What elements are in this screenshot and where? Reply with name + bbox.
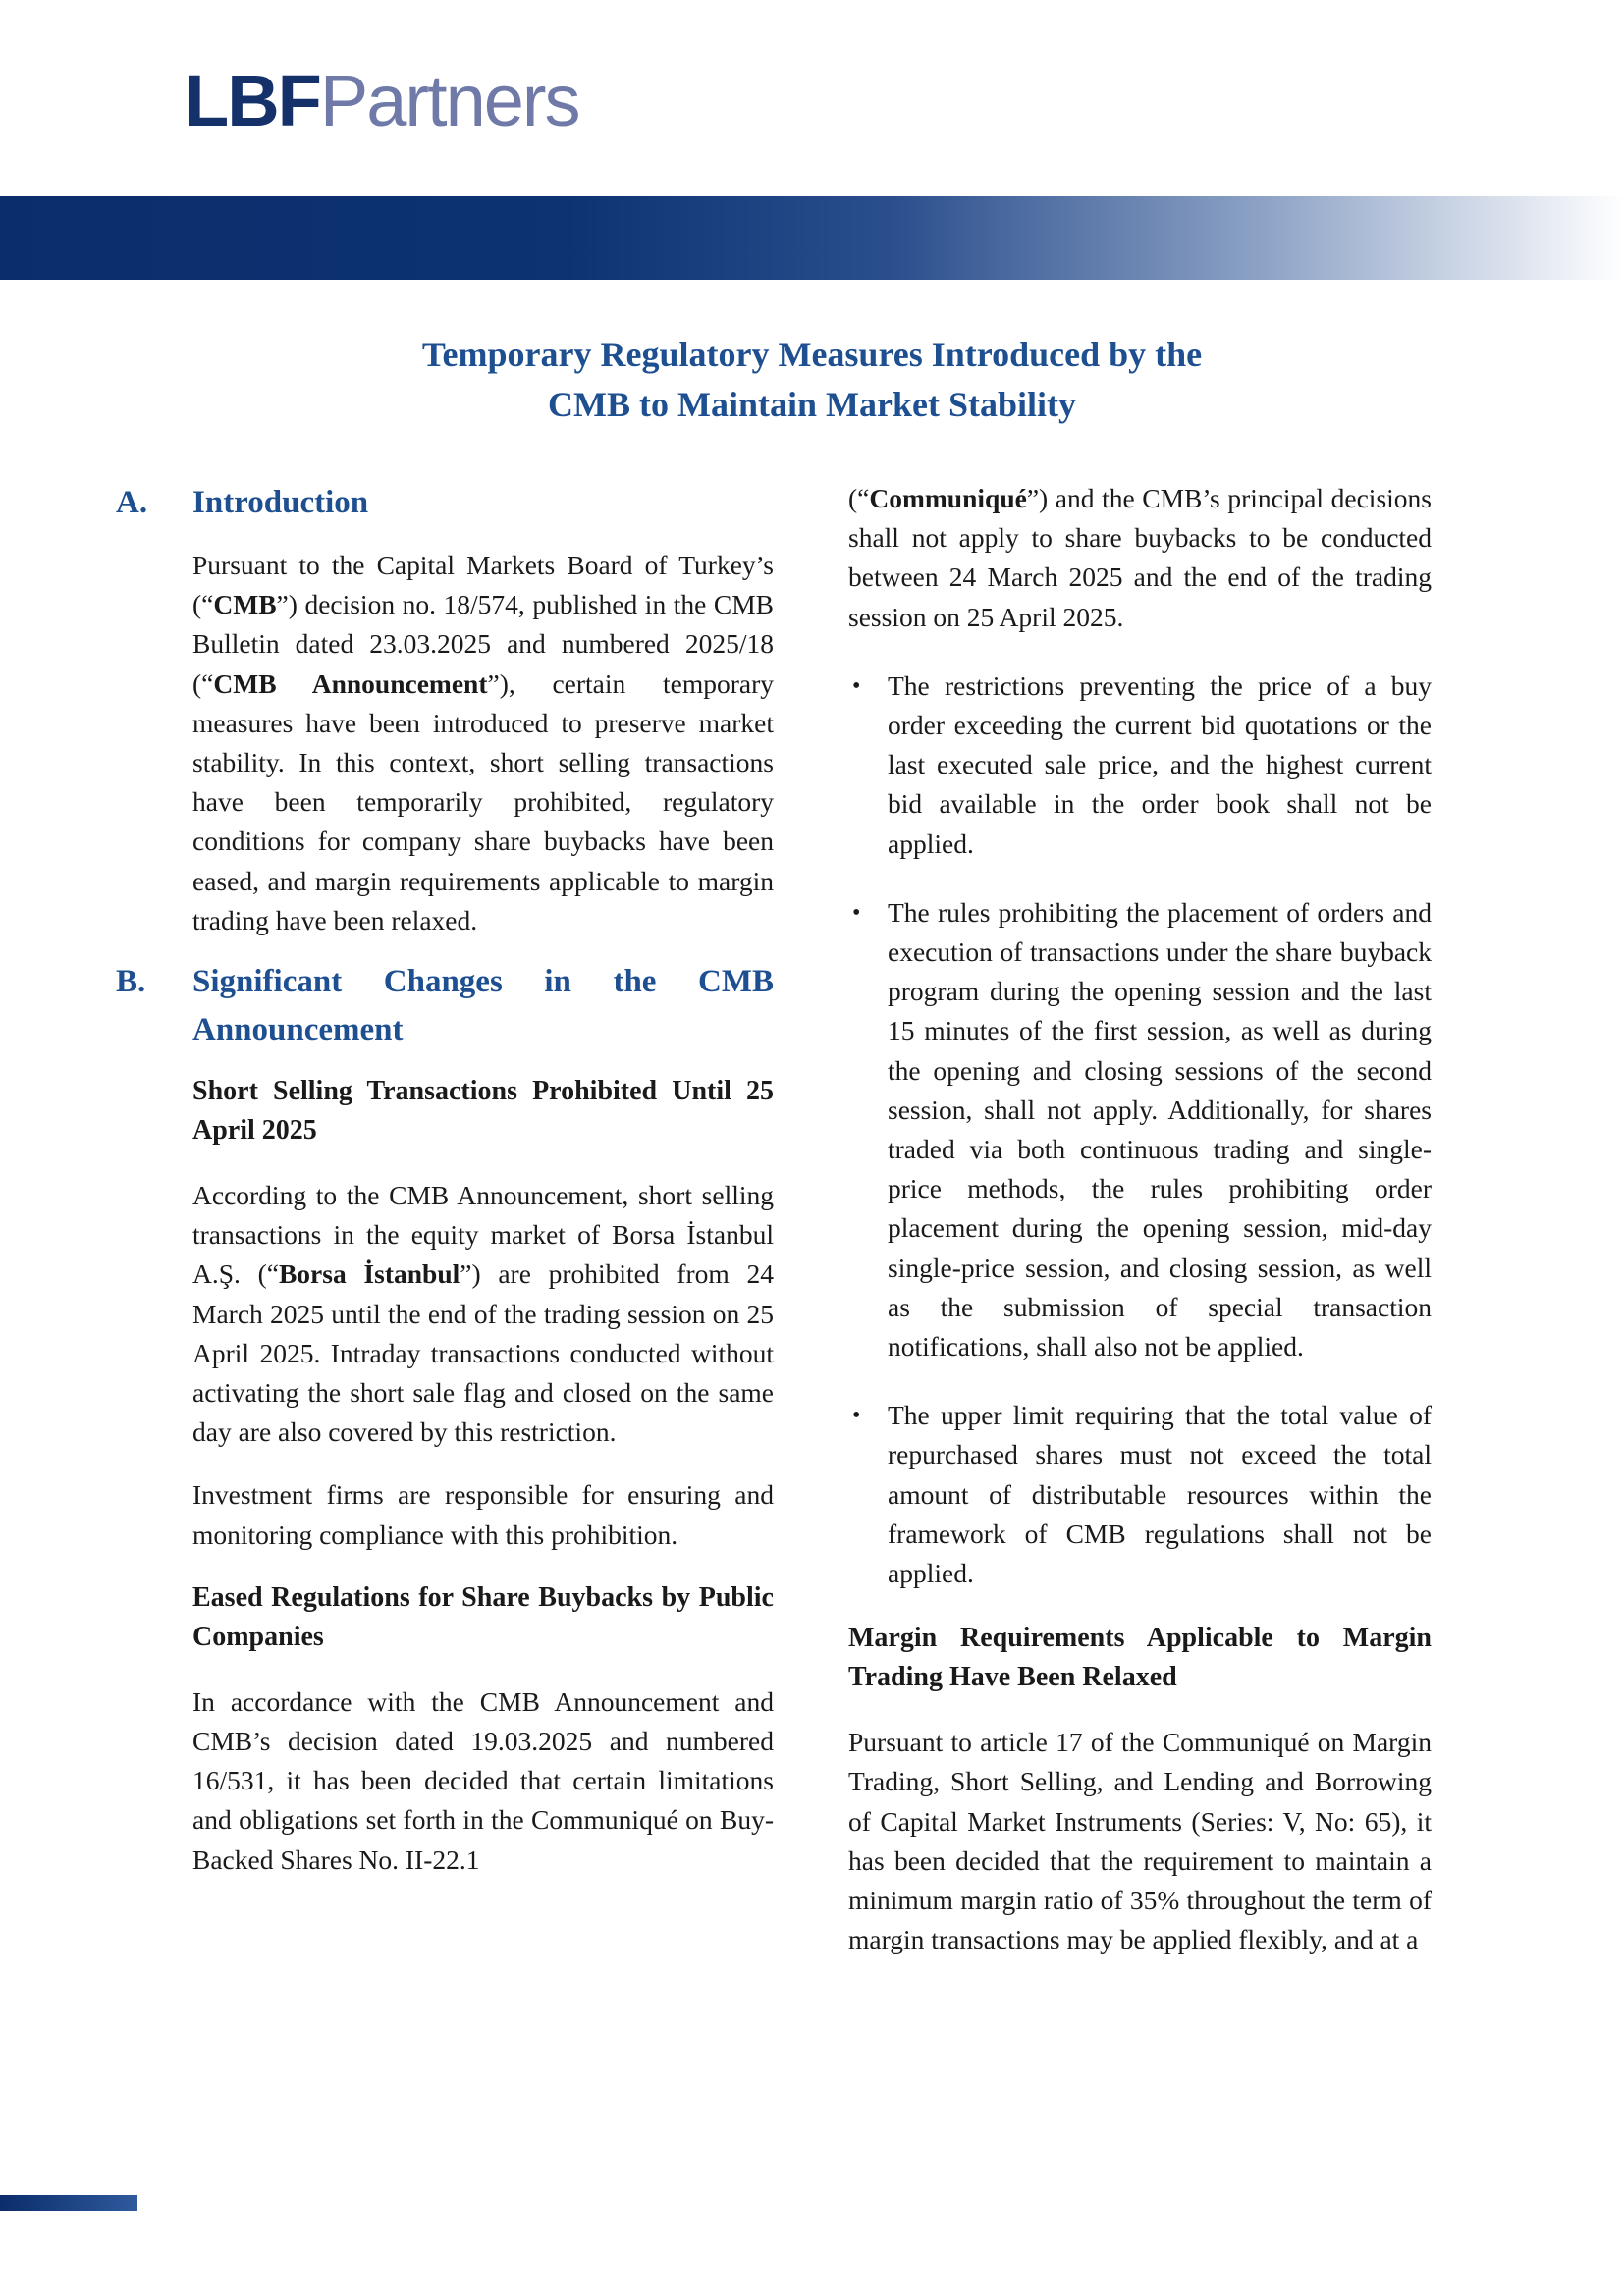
cont-text-1: (“: [848, 483, 870, 513]
subheading-share-buybacks: Eased Regulations for Share Buybacks by Public Companies: [192, 1581, 774, 1652]
list-item-text: The upper limit requiring that the total value of repurchased shares must not exceed the total amount of distributable resources within the framework of CMB regulations shall not be applied.: [888, 1400, 1432, 1589]
intro-bold-cmb: CMB: [213, 589, 277, 620]
bullet-icon: •: [852, 1403, 861, 1429]
cont-text-2: ”) and the CMB’s principal decisions shall not apply to share buybacks to be conducted between 24 March 2025 and the end of the trading session on 25 April 2025.: [848, 483, 1432, 632]
title-line-1: Temporary Regulatory Measures Introduced by the: [421, 335, 1203, 374]
bullet-icon: •: [852, 672, 861, 699]
list-item-text: The restrictions preventing the price of a buy order exceeding the current bid quotations or the last executed sale price, and the highest current bid available in the order book shall not be applied.: [888, 669, 1432, 859]
document-title: [324, 330, 1300, 430]
intro-bold-announcement: CMB Announcement: [213, 667, 488, 699]
short-text-1: According to the CMB Announcement, short selling transactions in the equity market of Borsa İstanbul A.Ş. (“: [192, 1180, 774, 1290]
list-item-text: The rules prohibiting the placement of orders and execution of transactions under the share buyback program during the opening session and the last 15 minutes of the first session, as well as during the opening and closing sessions of the second session, shall not apply. Additionally, for shares traded via both continuous trading and single-price methods, the rules prohibiting order placement during the opening session, mid-day single-price session, and closing session, as well as the submission of special transaction notifications, shall also not be applied.: [888, 896, 1432, 1362]
header-banner: [0, 196, 1624, 280]
right-column: [848, 471, 1432, 1960]
short-selling-paragraph: [192, 1176, 774, 1452]
margin-paragraph: Pursuant to article 17 of the Communiqué on Margin Trading, Short Selling, and Lending and Borrowing of Capital Market Instruments (Series: V, No: 65), it has been decided that the requirement to maintain a minimum margin ratio of 35% throughout the term of margin transactions may be applied flexibly, and at a: [848, 1727, 1432, 1955]
section-b-heading: [116, 958, 774, 1054]
list-item: [848, 1396, 1432, 1593]
subheading-margin-requirements: Margin Requirements Applicable to Margin Trading Have Been Relaxed: [848, 1623, 1432, 1693]
section-a-body: [192, 546, 774, 940]
logo-bold-text: LBF: [185, 60, 320, 141]
section-a-title: Introduction: [192, 485, 369, 520]
intro-text-2: ”) decision no. 18/574, published in the CMB Bulletin dated 23.03.2025 and numbered 2025/18 (“: [192, 589, 774, 699]
buyback-continued-paragraph: [848, 479, 1432, 637]
short-text-2: ”) are prohibited from 24 March 2025 until the end of the trading session on 25 April 2025. Intraday transactions conducted without activating the short sale flag and closed on the same day are also covered by this restriction.: [192, 1258, 774, 1448]
list-item: [848, 893, 1432, 1366]
intro-text-1: Pursuant to the Capital Markets Board of Turkey’s (“: [192, 550, 774, 620]
left-column: [116, 471, 774, 1880]
intro-paragraph: [192, 546, 774, 940]
title-line-2: CMB to Maintain Market Stability: [548, 385, 1076, 424]
buyback-exemptions-list: [848, 667, 1432, 1593]
short-bold-borsa: Borsa İstanbul: [278, 1258, 460, 1290]
buyback-paragraph: In accordance with the CMB Announcement and CMB’s decision dated 19.03.2025 and numbered 16/531, it has been decided that certain limitations and obligations set forth in the Communiqué on Buy-Backed Shares No. II-22.1: [192, 1685, 774, 1875]
section-a-letter: A.: [116, 485, 148, 520]
section-b-body: [192, 1072, 774, 1880]
footer-accent-bar: [0, 2195, 137, 2211]
investment-firms-paragraph: Investment firms are responsible for ensuring and monitoring compliance with this prohibition.: [192, 1479, 774, 1550]
list-item: [848, 667, 1432, 864]
bullet-icon: •: [852, 899, 861, 926]
company-logo: [185, 60, 579, 141]
section-a-heading: [116, 479, 774, 527]
cont-bold-communique: Communiqué: [869, 483, 1027, 513]
section-b-title: Significant Changes in the CMB Announcement: [192, 964, 774, 1048]
section-b-letter: B.: [116, 964, 146, 1000]
intro-text-3: ”), certain temporary measures have been introduced to preserve market stability. In this context, short selling transactions have been temporarily prohibited, regulatory conditions for company share buybacks have been eased, and margin requirements applicable to margin trading have been relaxed.: [192, 667, 774, 935]
logo-light-text: Partners: [319, 60, 579, 141]
subheading-short-selling: Short Selling Transactions Prohibited Until 25 April 2025: [192, 1076, 774, 1147]
